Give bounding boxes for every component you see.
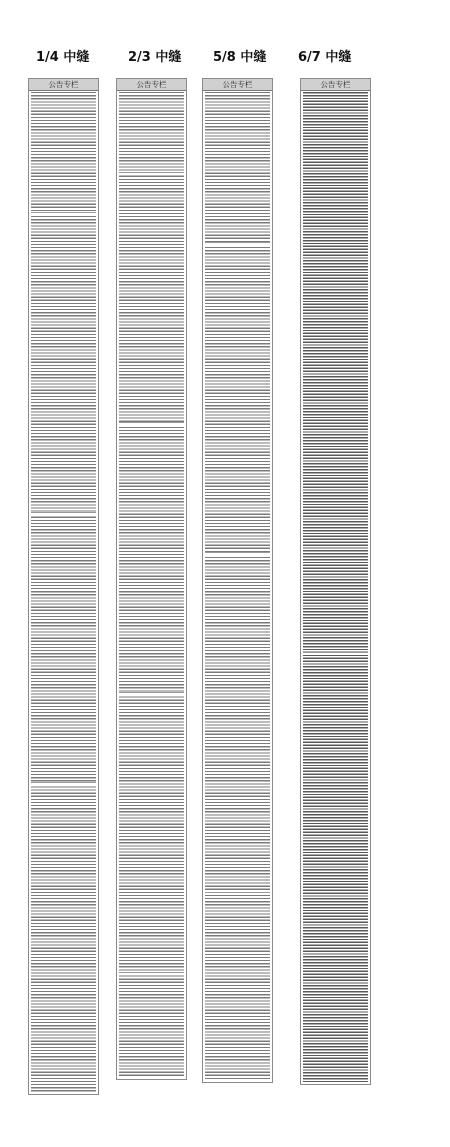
column-text-block	[31, 92, 96, 1092]
column-heading-6-7: 6/7 中缝	[298, 50, 352, 65]
column-title: 公告专栏	[117, 79, 186, 91]
column-heading-2-3: 2/3 中缝	[128, 50, 182, 65]
column-title: 公告专栏	[29, 79, 98, 91]
column-title: 公告专栏	[203, 79, 272, 91]
column-heading-1-4: 1/4 中缝	[36, 50, 90, 65]
notice-column-2-3	[116, 78, 187, 1080]
column-text-block	[119, 92, 184, 1077]
notice-column-6-7	[300, 78, 371, 1085]
column-text-block	[205, 92, 270, 1080]
column-title: 公告专栏	[301, 79, 370, 91]
column-text-block	[303, 92, 368, 1082]
notice-column-5-8	[202, 78, 273, 1083]
column-heading-5-8: 5/8 中缝	[213, 50, 267, 65]
notice-column-1-4	[28, 78, 99, 1095]
